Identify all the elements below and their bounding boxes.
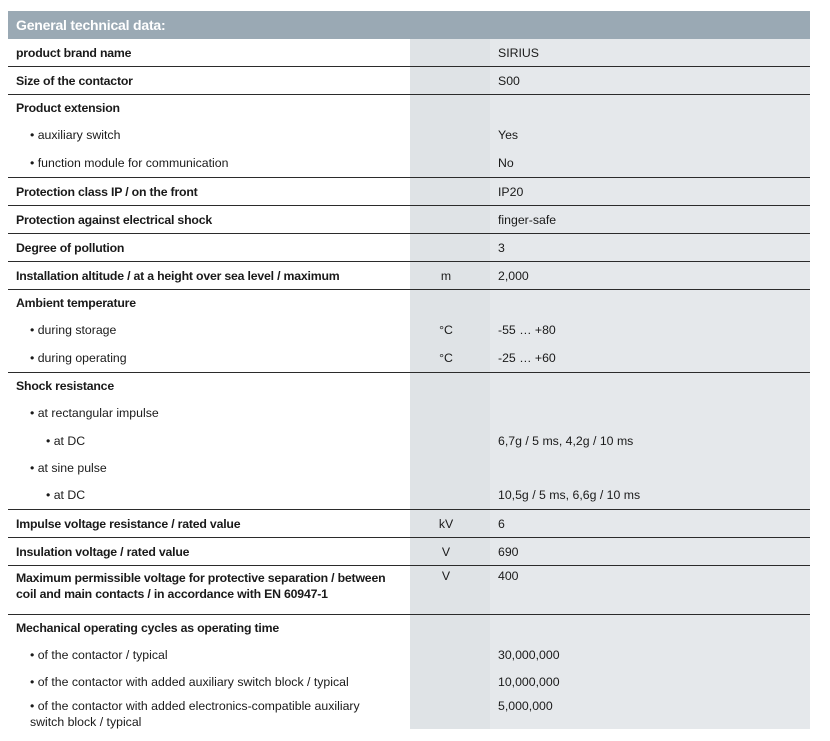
row-unit: [410, 95, 490, 121]
row-impulse-voltage: [8, 509, 810, 537]
row-unit: V: [410, 538, 490, 565]
row-value: finger-safe: [490, 206, 810, 233]
row-unit: [410, 399, 490, 427]
row-label: Installation altitude / at a height over sea level / maximum: [8, 262, 410, 289]
row-unit: °C: [410, 316, 490, 344]
row-unit: [410, 373, 490, 399]
row-value: No: [490, 149, 810, 177]
row-value: 6,7g / 5 ms, 4,2g / 10 ms: [490, 427, 810, 454]
row-label: Protection class IP / on the front: [8, 178, 410, 205]
row-value: 10,000,000: [490, 668, 810, 695]
group-heading: Ambient temperature: [8, 290, 410, 316]
row-label: Protection against electrical shock: [8, 206, 410, 233]
row-label: • auxiliary switch: [8, 121, 410, 149]
technical-data-table: [8, 11, 810, 729]
group-heading: Product extension: [8, 95, 410, 121]
row-value: [490, 399, 810, 427]
row-value: 400: [490, 566, 810, 614]
row-label: • of the contactor with added auxiliary switch block / typical: [8, 668, 410, 695]
row-value: 690: [490, 538, 810, 565]
row-label: • at sine pulse: [8, 454, 410, 481]
row-value: 30,000,000: [490, 641, 810, 668]
row-unit: [410, 481, 490, 509]
row-unit: [410, 121, 490, 149]
group-shock-resistance: [8, 372, 810, 509]
row-unit: °C: [410, 344, 490, 372]
row-size: [8, 66, 810, 94]
row-unit: kV: [410, 510, 490, 537]
row-value: 2,000: [490, 262, 810, 289]
row-label: • function module for communication: [8, 149, 410, 177]
row-label: Size of the contactor: [8, 67, 410, 94]
row-unit: [410, 206, 490, 233]
row-unit: [410, 641, 490, 668]
row-value: -25 … +60: [490, 344, 810, 372]
row-value: [490, 373, 810, 399]
row-pollution: [8, 233, 810, 261]
row-ip: [8, 177, 810, 205]
row-label: Insulation voltage / rated value: [8, 538, 410, 565]
row-unit: [410, 615, 490, 641]
row-unit: [410, 454, 490, 481]
row-value: [490, 454, 810, 481]
group-ambient-temperature: [8, 289, 810, 372]
row-value: IP20: [490, 178, 810, 205]
row-value: [490, 290, 810, 316]
row-unit: [410, 234, 490, 261]
row-unit: [410, 178, 490, 205]
row-value: 6: [490, 510, 810, 537]
row-unit: [410, 427, 490, 454]
row-altitude: [8, 261, 810, 289]
row-insulation-voltage: [8, 537, 810, 565]
row-value: 10,5g / 5 ms, 6,6g / 10 ms: [490, 481, 810, 509]
row-label: • at DC: [8, 427, 410, 454]
row-label: • during storage: [8, 316, 410, 344]
row-label: • of the contactor / typical: [8, 641, 410, 668]
row-label: Impulse voltage resistance / rated value: [8, 510, 410, 537]
section-title: General technical data:: [8, 11, 810, 39]
row-brand: [8, 39, 810, 66]
row-unit: V: [410, 566, 490, 614]
row-label: Maximum permissible voltage for protective separation / between coil and main contacts / in accordance with EN 60947-1: [8, 566, 410, 614]
group-heading: Mechanical operating cycles as operating time: [8, 615, 410, 641]
row-value: 5,000,000: [490, 695, 810, 729]
row-value: Yes: [490, 121, 810, 149]
row-value: [490, 615, 810, 641]
row-value: S00: [490, 67, 810, 94]
row-value: SIRIUS: [490, 39, 810, 66]
group-heading: Shock resistance: [8, 373, 410, 399]
row-unit: [410, 149, 490, 177]
row-value: -55 … +80: [490, 316, 810, 344]
row-value: 3: [490, 234, 810, 261]
row-value: [490, 95, 810, 121]
row-unit: [410, 67, 490, 94]
row-unit: [410, 695, 490, 729]
row-label: • at DC: [8, 481, 410, 509]
row-unit: [410, 290, 490, 316]
row-label: • during operating: [8, 344, 410, 372]
row-max-permissible-voltage: [8, 565, 810, 614]
row-unit: m: [410, 262, 490, 289]
row-label: • at rectangular impulse: [8, 399, 410, 427]
row-unit: [410, 668, 490, 695]
group-product-extension: [8, 94, 810, 177]
row-shock-protection: [8, 205, 810, 233]
row-label: Degree of pollution: [8, 234, 410, 261]
row-label: • of the contactor with added electronics-compatible auxiliary switch block / typical: [8, 695, 410, 729]
group-mechanical-operating-cycles: [8, 614, 810, 729]
row-unit: [410, 39, 490, 66]
row-label: product brand name: [8, 39, 410, 66]
